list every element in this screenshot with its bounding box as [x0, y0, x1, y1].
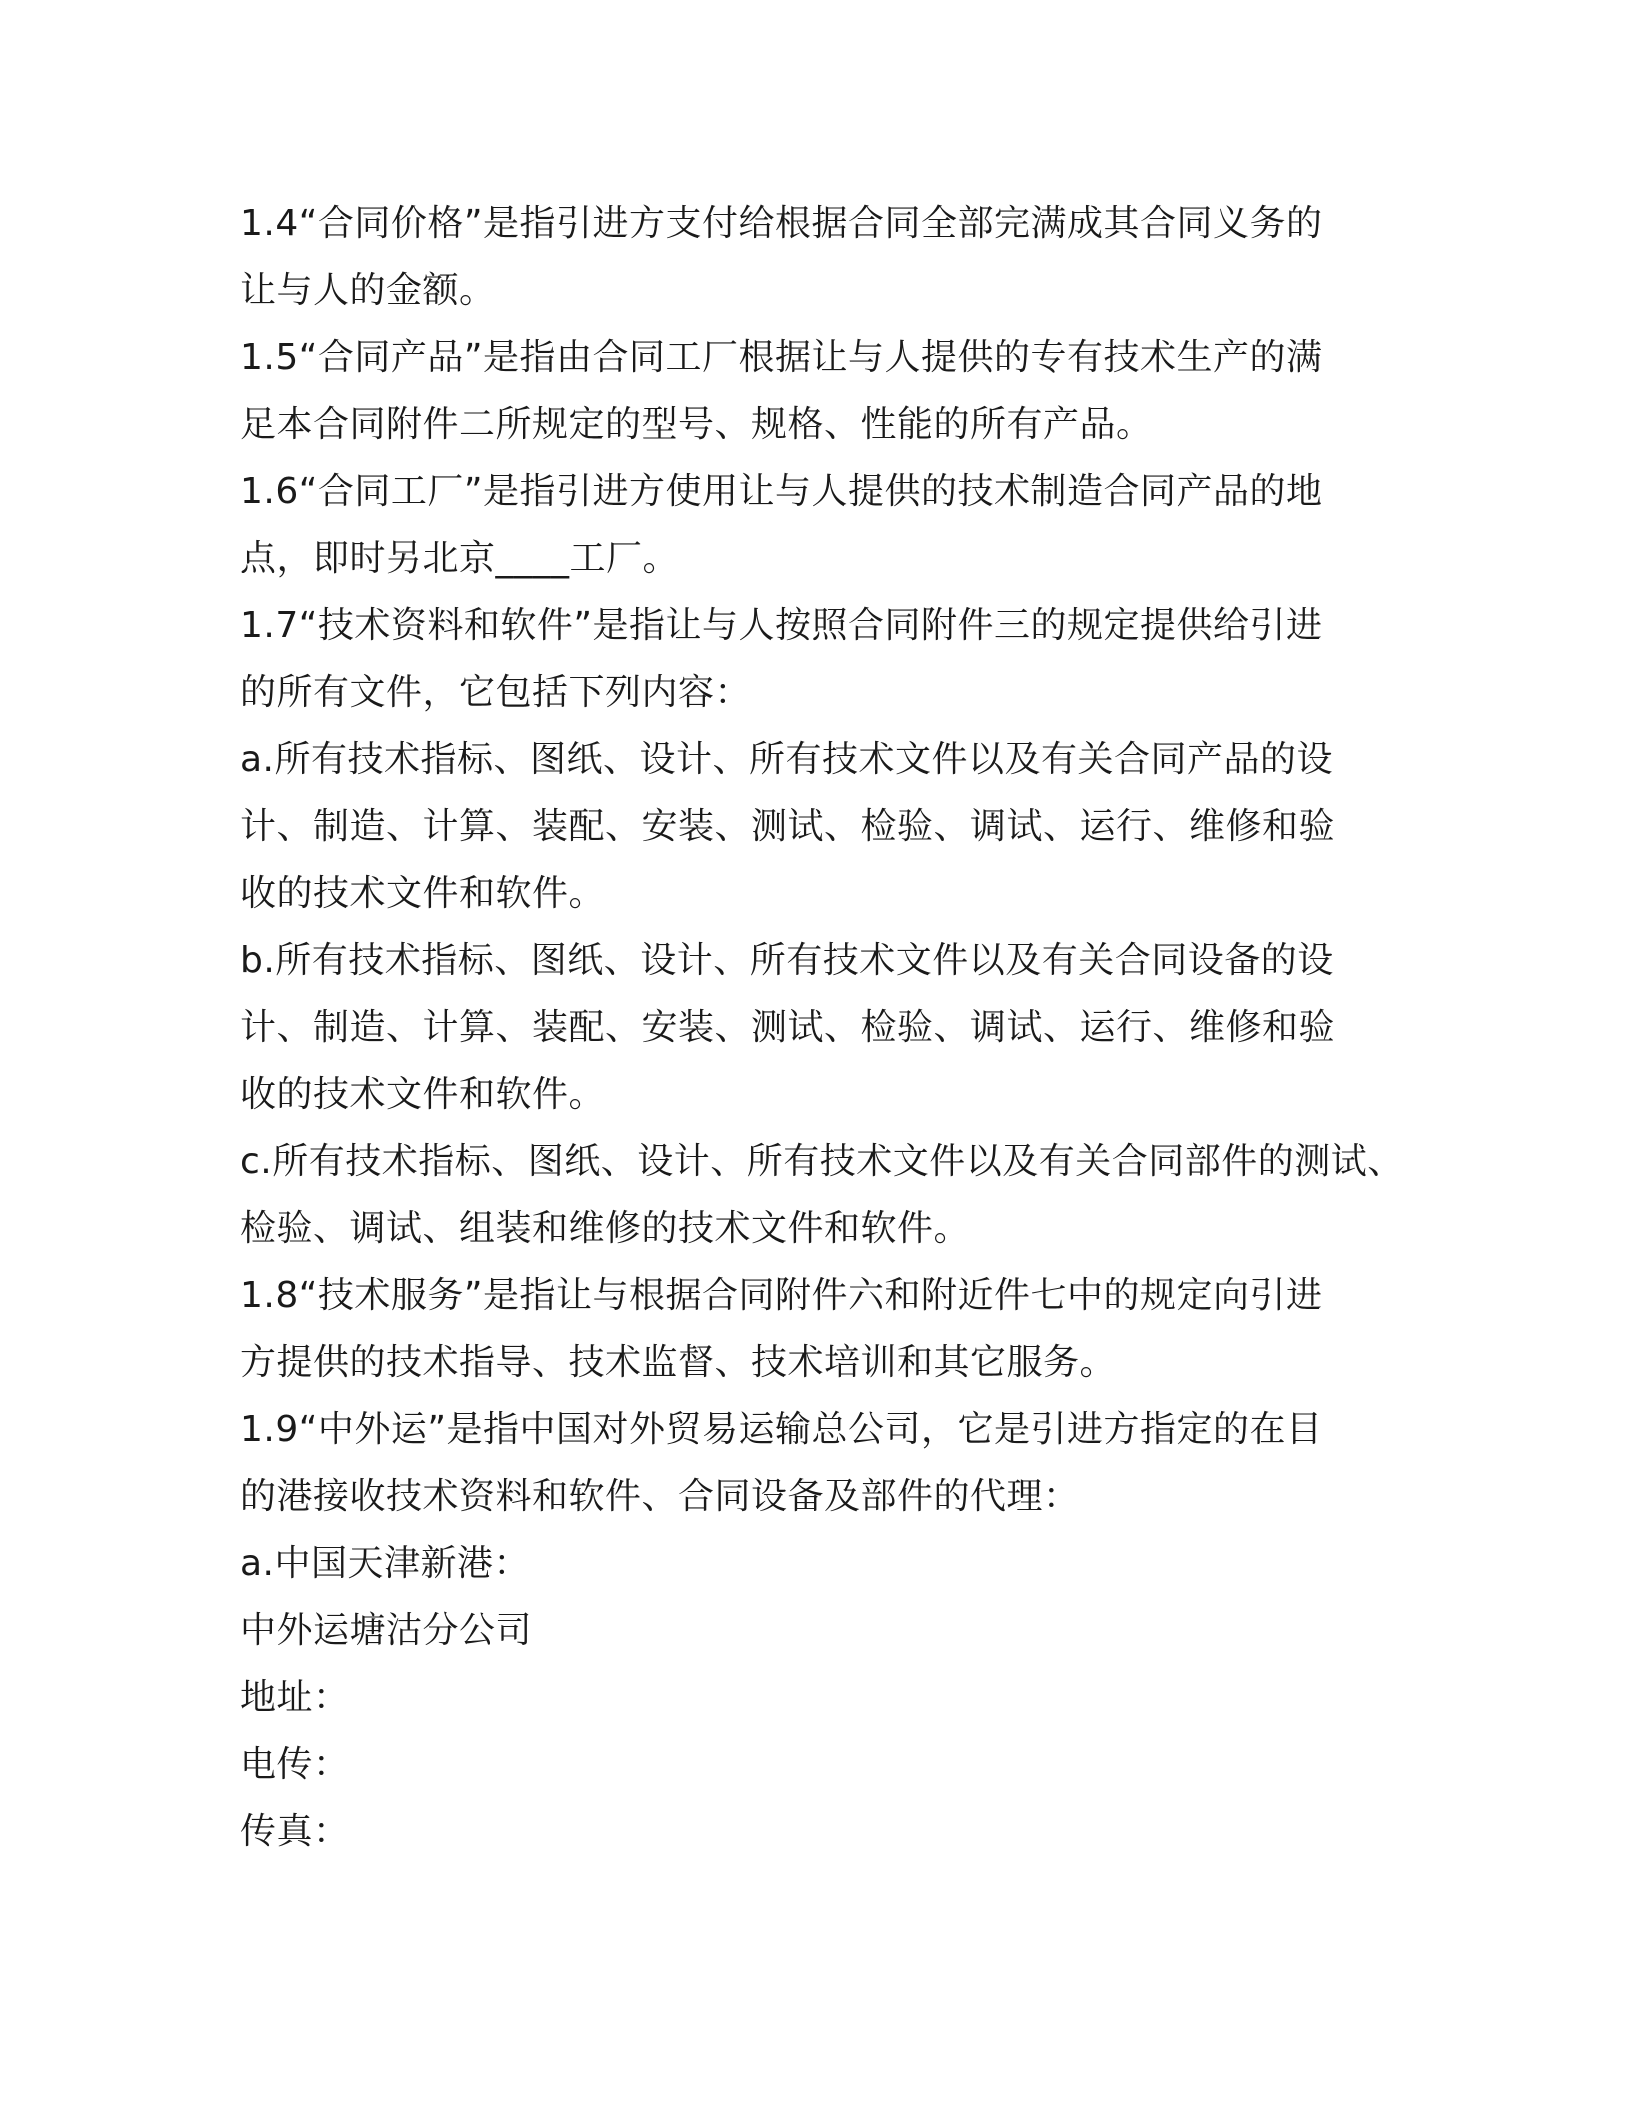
clause-1-7-line-1: 1.7“技术资料和软件”是指让与人按照合同附件三的规定提供给引进 [240, 605, 1323, 646]
clause-1-9-line-2: 的港接收技术资料和软件、合同设备及部件的代理： [240, 1476, 1080, 1517]
clause-1-5-line-1: 1.5“合同产品”是指由合同工厂根据让与人提供的专有技术生产的满 [240, 337, 1323, 378]
item-b-line-3: 收的技术文件和软件。 [240, 1074, 606, 1115]
clause-1-8-line-2: 方提供的技术指导、技术监督、技术培训和其它服务。 [240, 1342, 1117, 1383]
clause-1-8-line-1: 1.8“技术服务”是指让与根据合同附件六和附近件七中的规定向引进 [240, 1275, 1323, 1316]
item-c-line-1: c.所有技术指标、图纸、设计、所有技术文件以及有关合同部件的测试、 [240, 1141, 1404, 1182]
item-a-line-1: a.所有技术指标、图纸、设计、所有技术文件以及有关合同产品的设 [240, 739, 1334, 780]
agent-tianjin-heading: a.中国天津新港： [240, 1543, 531, 1584]
agent-address-label: 地址： [240, 1677, 350, 1718]
item-a-line-3: 收的技术文件和软件。 [240, 873, 606, 914]
item-b-line-2: 计、制造、计算、装配、安装、测试、检验、调试、运行、维修和验 [240, 1007, 1336, 1048]
document-body [240, 190, 1470, 1865]
clause-1-6-line-2: 点，即时另北京____工厂。 [240, 538, 680, 579]
clause-1-9-line-1: 1.9“中外运”是指中国对外贸易运输总公司，它是引进方指定的在目 [240, 1409, 1323, 1450]
clause-1-4-line-2: 让与人的金额。 [240, 270, 496, 311]
agent-branch-name: 中外运塘沽分公司 [240, 1610, 533, 1651]
item-a-line-2: 计、制造、计算、装配、安装、测试、检验、调试、运行、维修和验 [240, 806, 1336, 847]
agent-telex-label: 电传： [240, 1744, 350, 1785]
agent-fax-label: 传真： [240, 1811, 350, 1852]
clause-1-7-line-2: 的所有文件，它包括下列内容： [240, 672, 752, 713]
item-c-line-2: 检验、调试、组装和维修的技术文件和软件。 [240, 1208, 971, 1249]
item-b-line-1: b.所有技术指标、图纸、设计、所有技术文件以及有关合同设备的设 [240, 940, 1334, 981]
clause-1-6-line-1: 1.6“合同工厂”是指引进方使用让与人提供的技术制造合同产品的地 [240, 471, 1323, 512]
clause-1-4-line-1: 1.4“合同价格”是指引进方支付给根据合同全部完满成其合同义务的 [240, 203, 1323, 244]
clause-1-5-line-2: 足本合同附件二所规定的型号、规格、性能的所有产品。 [240, 404, 1153, 445]
